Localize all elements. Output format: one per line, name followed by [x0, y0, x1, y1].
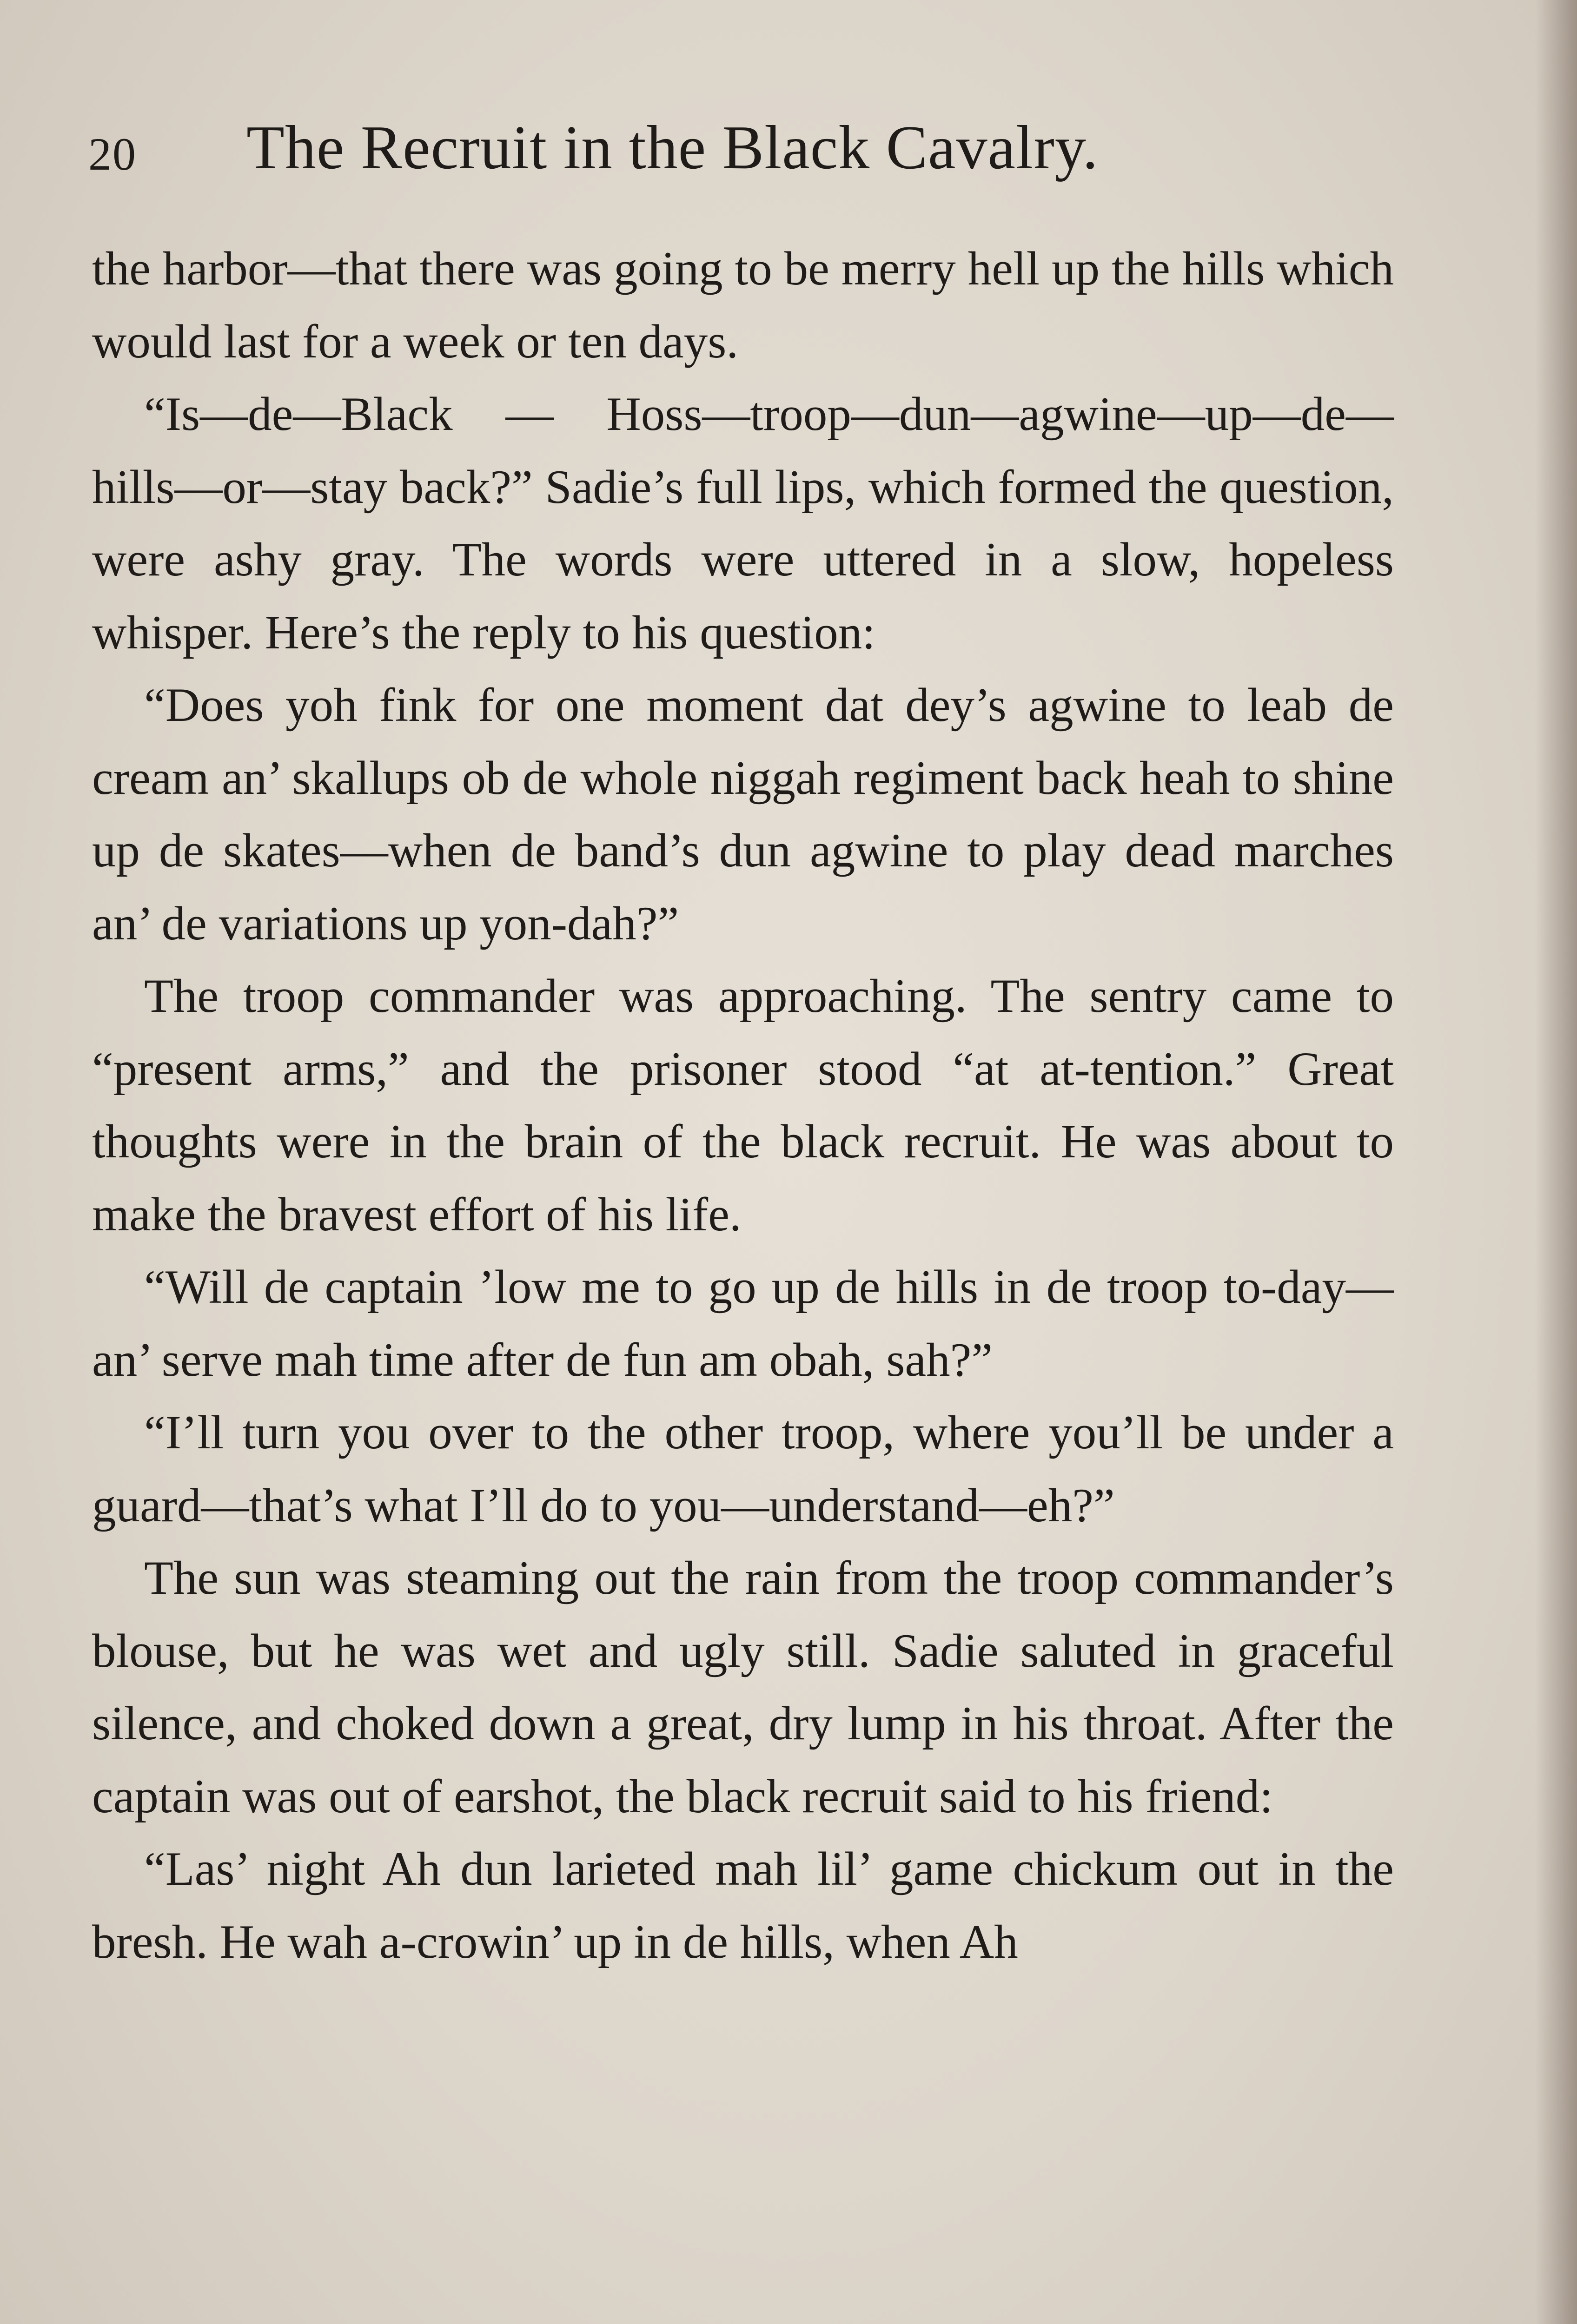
body-text	[92, 232, 1394, 1978]
paragraph: “Las’ night Ah dun larieted mah lil’ game chickum out in the bresh. He wah a-crowin’ up in de hills, when Ah	[92, 1842, 1394, 1968]
paragraph: “Will de captain ’low me to go up de hills in de troop to-day—an’ serve mah time after de fun am obah, sah?”	[92, 1261, 1394, 1386]
running-title: The Recruit in the Black Cavalry.	[246, 113, 1099, 182]
page-header	[88, 112, 1390, 181]
paragraph: “I’ll turn you over to the other troop, where you’ll be under a guard—that’s what I’ll do to you—understand—eh?”	[92, 1406, 1394, 1532]
paragraph: the harbor—that there was going to be merry hell up the hills which would last for a week or ten days.	[92, 242, 1394, 368]
paragraph: “Is—de—Black — Hoss—troop—dun—agwine—up—de—hills—or—stay back?” Sadie’s full lips, which formed the question, were ashy gray. The words were uttered in a slow, hopeless whisper. Here’s the reply to his question:	[92, 388, 1394, 659]
page-edge-shadow	[1535, 0, 1577, 2324]
paragraph: The troop commander was approaching. The sentry came to “present arms,” and the prisoner stood “at at-tention.” Great thoughts were in the brain of the black recruit. He was about to make the bravest effort of his life.	[92, 970, 1394, 1241]
paragraph: The sun was steaming out the rain from the troop commander’s blouse, but he was wet and ugly still. Sadie saluted in graceful silence, and choked down a great, dry lump in his throat. After the captain was out of earshot, the black recruit said to his friend:	[92, 1552, 1394, 1823]
paragraph: “Does yoh fink for one moment dat dey’s agwine to leab de cream an’ skallups ob de whole niggah regiment back heah to shine up de skates—when de band’s dun agwine to play dead marches an’ de variations up yon-dah?”	[92, 679, 1394, 950]
page-number: 20	[88, 128, 137, 180]
